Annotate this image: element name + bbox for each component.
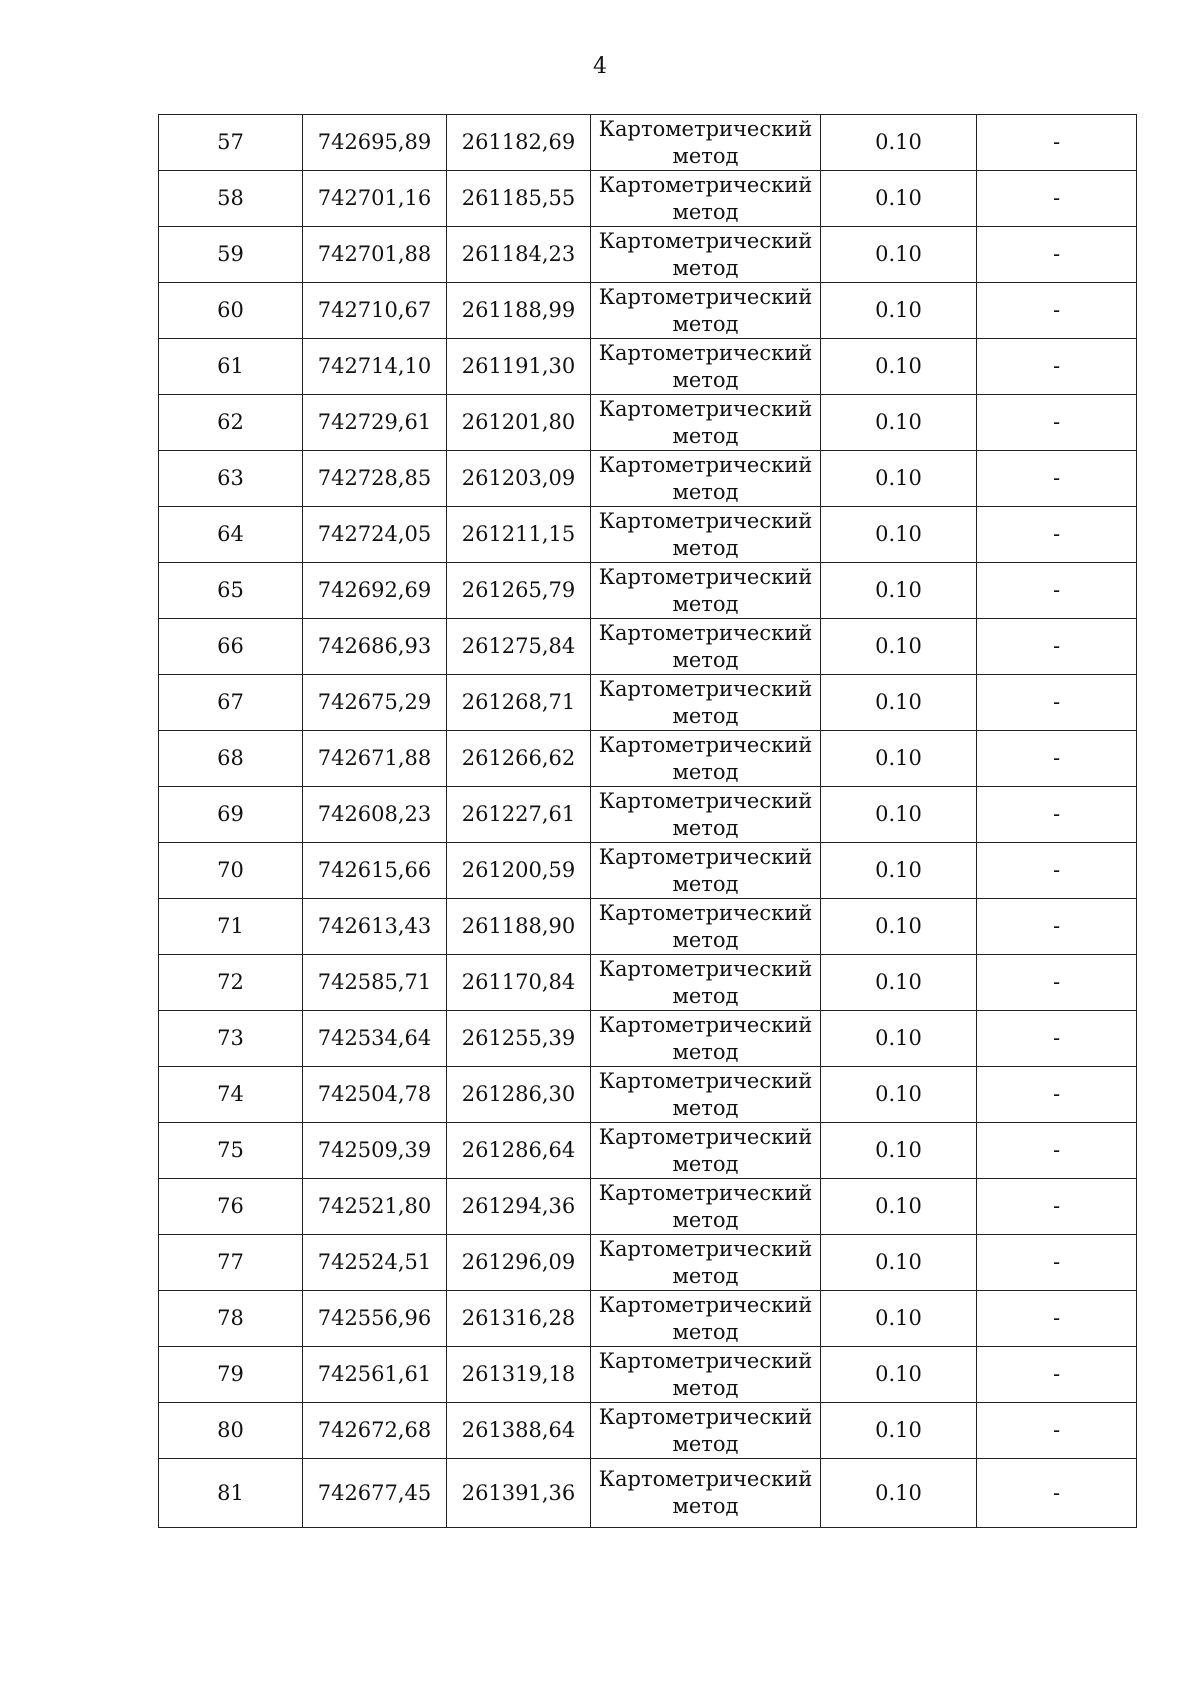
table-row bbox=[159, 1459, 1137, 1528]
y-coordinate-cell: 261188,99 bbox=[447, 283, 591, 339]
method-line-2: метод bbox=[672, 1095, 739, 1120]
table-row bbox=[159, 1011, 1137, 1067]
note-cell: - bbox=[977, 1179, 1137, 1235]
method-cell bbox=[591, 1235, 821, 1291]
table-row bbox=[159, 171, 1137, 227]
method-line-1: Картометрический bbox=[598, 1236, 813, 1261]
accuracy-cell: 0.10 bbox=[821, 115, 977, 171]
x-coordinate-cell: 742695,89 bbox=[303, 115, 447, 171]
method-cell bbox=[591, 1179, 821, 1235]
point-number-cell: 72 bbox=[159, 955, 303, 1011]
method-line-2: метод bbox=[672, 143, 739, 168]
accuracy-cell: 0.10 bbox=[821, 1235, 977, 1291]
method-line-1: Картометрический bbox=[598, 956, 813, 981]
method-line-1: Картометрический bbox=[598, 1124, 813, 1149]
x-coordinate-cell: 742710,67 bbox=[303, 283, 447, 339]
y-coordinate-cell: 261255,39 bbox=[447, 1011, 591, 1067]
table-row bbox=[159, 731, 1137, 787]
method-line-1: Картометрический bbox=[598, 508, 813, 533]
table-row bbox=[159, 675, 1137, 731]
method-cell bbox=[591, 115, 821, 171]
x-coordinate-cell: 742524,51 bbox=[303, 1235, 447, 1291]
method-line-1: Картометрический bbox=[598, 228, 813, 253]
point-number-cell: 69 bbox=[159, 787, 303, 843]
accuracy-cell: 0.10 bbox=[821, 1347, 977, 1403]
accuracy-cell: 0.10 bbox=[821, 1459, 977, 1528]
x-coordinate-cell: 742534,64 bbox=[303, 1011, 447, 1067]
y-coordinate-cell: 261201,80 bbox=[447, 395, 591, 451]
y-coordinate-cell: 261319,18 bbox=[447, 1347, 591, 1403]
accuracy-cell: 0.10 bbox=[821, 1291, 977, 1347]
note-cell: - bbox=[977, 675, 1137, 731]
method-cell bbox=[591, 787, 821, 843]
accuracy-cell: 0.10 bbox=[821, 1403, 977, 1459]
page-number: 4 bbox=[593, 54, 607, 79]
method-line-2: метод bbox=[672, 815, 739, 840]
note-cell: - bbox=[977, 1067, 1137, 1123]
method-line-1: Картометрический bbox=[598, 1180, 813, 1205]
accuracy-cell: 0.10 bbox=[821, 563, 977, 619]
note-cell: - bbox=[977, 1291, 1137, 1347]
method-line-2: метод bbox=[672, 871, 739, 896]
note-cell: - bbox=[977, 619, 1137, 675]
x-coordinate-cell: 742714,10 bbox=[303, 339, 447, 395]
method-line-1: Картометрический bbox=[598, 676, 813, 701]
note-cell: - bbox=[977, 171, 1137, 227]
accuracy-cell: 0.10 bbox=[821, 1067, 977, 1123]
table-row bbox=[159, 1347, 1137, 1403]
method-line-2: метод bbox=[672, 1039, 739, 1064]
y-coordinate-cell: 261188,90 bbox=[447, 899, 591, 955]
method-cell bbox=[591, 1123, 821, 1179]
note-cell: - bbox=[977, 283, 1137, 339]
table-row bbox=[159, 787, 1137, 843]
method-line-1: Картометрический bbox=[598, 844, 813, 869]
method-line-2: метод bbox=[672, 703, 739, 728]
point-number-cell: 60 bbox=[159, 283, 303, 339]
y-coordinate-cell: 261286,30 bbox=[447, 1067, 591, 1123]
method-line-1: Картометрический bbox=[598, 788, 813, 813]
point-number-cell: 79 bbox=[159, 1347, 303, 1403]
x-coordinate-cell: 742615,66 bbox=[303, 843, 447, 899]
note-cell: - bbox=[977, 1123, 1137, 1179]
y-coordinate-cell: 261191,30 bbox=[447, 339, 591, 395]
point-number-cell: 80 bbox=[159, 1403, 303, 1459]
method-line-1: Картометрический bbox=[598, 1012, 813, 1037]
note-cell: - bbox=[977, 339, 1137, 395]
point-number-cell: 70 bbox=[159, 843, 303, 899]
point-number-cell: 64 bbox=[159, 507, 303, 563]
x-coordinate-cell: 742671,88 bbox=[303, 731, 447, 787]
x-coordinate-cell: 742556,96 bbox=[303, 1291, 447, 1347]
method-line-1: Картометрический bbox=[598, 284, 813, 309]
method-line-2: метод bbox=[672, 759, 739, 784]
method-line-2: метод bbox=[672, 199, 739, 224]
method-cell bbox=[591, 1403, 821, 1459]
method-line-2: метод bbox=[672, 255, 739, 280]
method-line-2: метод bbox=[672, 1263, 739, 1288]
x-coordinate-cell: 742672,68 bbox=[303, 1403, 447, 1459]
table-row bbox=[159, 115, 1137, 171]
x-coordinate-cell: 742724,05 bbox=[303, 507, 447, 563]
note-cell: - bbox=[977, 1235, 1137, 1291]
y-coordinate-cell: 261266,62 bbox=[447, 731, 591, 787]
accuracy-cell: 0.10 bbox=[821, 507, 977, 563]
point-number-cell: 59 bbox=[159, 227, 303, 283]
method-line-2: метод bbox=[672, 1319, 739, 1344]
method-cell bbox=[591, 675, 821, 731]
y-coordinate-cell: 261265,79 bbox=[447, 563, 591, 619]
note-cell: - bbox=[977, 1011, 1137, 1067]
accuracy-cell: 0.10 bbox=[821, 1179, 977, 1235]
x-coordinate-cell: 742561,61 bbox=[303, 1347, 447, 1403]
x-coordinate-cell: 742686,93 bbox=[303, 619, 447, 675]
accuracy-cell: 0.10 bbox=[821, 395, 977, 451]
method-line-2: метод bbox=[672, 1151, 739, 1176]
method-cell bbox=[591, 451, 821, 507]
point-number-cell: 65 bbox=[159, 563, 303, 619]
method-cell bbox=[591, 283, 821, 339]
x-coordinate-cell: 742509,39 bbox=[303, 1123, 447, 1179]
note-cell: - bbox=[977, 1459, 1137, 1528]
point-number-cell: 66 bbox=[159, 619, 303, 675]
method-line-2: метод bbox=[672, 535, 739, 560]
y-coordinate-cell: 261275,84 bbox=[447, 619, 591, 675]
coordinates-table-body bbox=[159, 115, 1137, 1528]
point-number-cell: 62 bbox=[159, 395, 303, 451]
point-number-cell: 81 bbox=[159, 1459, 303, 1528]
note-cell: - bbox=[977, 1347, 1137, 1403]
note-cell: - bbox=[977, 787, 1137, 843]
method-line-1: Картометрический bbox=[598, 564, 813, 589]
y-coordinate-cell: 261391,36 bbox=[447, 1459, 591, 1528]
point-number-cell: 63 bbox=[159, 451, 303, 507]
method-line-1: Картометрический bbox=[598, 1068, 813, 1093]
method-line-1: Картометрический bbox=[598, 1404, 813, 1429]
note-cell: - bbox=[977, 1403, 1137, 1459]
method-cell bbox=[591, 955, 821, 1011]
point-number-cell: 77 bbox=[159, 1235, 303, 1291]
method-line-2: метод bbox=[672, 591, 739, 616]
method-line-2: метод bbox=[672, 479, 739, 504]
method-cell bbox=[591, 731, 821, 787]
accuracy-cell: 0.10 bbox=[821, 1011, 977, 1067]
accuracy-cell: 0.10 bbox=[821, 339, 977, 395]
point-number-cell: 74 bbox=[159, 1067, 303, 1123]
note-cell: - bbox=[977, 899, 1137, 955]
method-cell bbox=[591, 339, 821, 395]
accuracy-cell: 0.10 bbox=[821, 899, 977, 955]
x-coordinate-cell: 742521,80 bbox=[303, 1179, 447, 1235]
table-row bbox=[159, 563, 1137, 619]
y-coordinate-cell: 261211,15 bbox=[447, 507, 591, 563]
note-cell: - bbox=[977, 563, 1137, 619]
table-row bbox=[159, 1403, 1137, 1459]
accuracy-cell: 0.10 bbox=[821, 171, 977, 227]
method-line-1: Картометрический bbox=[598, 116, 813, 141]
accuracy-cell: 0.10 bbox=[821, 283, 977, 339]
table-row bbox=[159, 619, 1137, 675]
y-coordinate-cell: 261286,64 bbox=[447, 1123, 591, 1179]
note-cell: - bbox=[977, 507, 1137, 563]
accuracy-cell: 0.10 bbox=[821, 619, 977, 675]
method-line-2: метод bbox=[672, 1431, 739, 1456]
table-row bbox=[159, 843, 1137, 899]
method-cell bbox=[591, 1067, 821, 1123]
y-coordinate-cell: 261227,61 bbox=[447, 787, 591, 843]
method-cell bbox=[591, 1347, 821, 1403]
y-coordinate-cell: 261316,28 bbox=[447, 1291, 591, 1347]
method-line-2: метод bbox=[672, 423, 739, 448]
method-line-1: Картометрический bbox=[598, 1348, 813, 1373]
accuracy-cell: 0.10 bbox=[821, 675, 977, 731]
y-coordinate-cell: 261185,55 bbox=[447, 171, 591, 227]
method-line-2: метод bbox=[672, 927, 739, 952]
table-row bbox=[159, 1179, 1137, 1235]
table-row bbox=[159, 507, 1137, 563]
method-line-1: Картометрический bbox=[598, 900, 813, 925]
x-coordinate-cell: 742608,23 bbox=[303, 787, 447, 843]
method-cell bbox=[591, 1291, 821, 1347]
method-cell bbox=[591, 395, 821, 451]
point-number-cell: 71 bbox=[159, 899, 303, 955]
method-line-1: Картометрический bbox=[598, 396, 813, 421]
method-line-1: Картометрический bbox=[598, 452, 813, 477]
accuracy-cell: 0.10 bbox=[821, 227, 977, 283]
method-line-1: Картометрический bbox=[598, 1292, 813, 1317]
y-coordinate-cell: 261294,36 bbox=[447, 1179, 591, 1235]
table-row bbox=[159, 227, 1137, 283]
method-line-2: метод bbox=[672, 367, 739, 392]
method-cell bbox=[591, 563, 821, 619]
table-row bbox=[159, 1291, 1137, 1347]
y-coordinate-cell: 261296,09 bbox=[447, 1235, 591, 1291]
method-cell bbox=[591, 619, 821, 675]
point-number-cell: 68 bbox=[159, 731, 303, 787]
table-row bbox=[159, 955, 1137, 1011]
accuracy-cell: 0.10 bbox=[821, 843, 977, 899]
table-row bbox=[159, 451, 1137, 507]
method-cell bbox=[591, 899, 821, 955]
point-number-cell: 58 bbox=[159, 171, 303, 227]
x-coordinate-cell: 742504,78 bbox=[303, 1067, 447, 1123]
accuracy-cell: 0.10 bbox=[821, 731, 977, 787]
note-cell: - bbox=[977, 395, 1137, 451]
y-coordinate-cell: 261184,23 bbox=[447, 227, 591, 283]
x-coordinate-cell: 742701,16 bbox=[303, 171, 447, 227]
coordinates-table bbox=[158, 114, 1137, 1528]
note-cell: - bbox=[977, 731, 1137, 787]
method-cell bbox=[591, 1011, 821, 1067]
point-number-cell: 67 bbox=[159, 675, 303, 731]
note-cell: - bbox=[977, 115, 1137, 171]
x-coordinate-cell: 742701,88 bbox=[303, 227, 447, 283]
y-coordinate-cell: 261170,84 bbox=[447, 955, 591, 1011]
point-number-cell: 73 bbox=[159, 1011, 303, 1067]
note-cell: - bbox=[977, 451, 1137, 507]
table-row bbox=[159, 1067, 1137, 1123]
method-line-2: метод bbox=[672, 983, 739, 1008]
accuracy-cell: 0.10 bbox=[821, 787, 977, 843]
method-line-2: метод bbox=[672, 1494, 739, 1518]
x-coordinate-cell: 742585,71 bbox=[303, 955, 447, 1011]
table-row bbox=[159, 1235, 1137, 1291]
y-coordinate-cell: 261182,69 bbox=[447, 115, 591, 171]
table-row bbox=[159, 339, 1137, 395]
method-line-1: Картометрический bbox=[598, 1467, 813, 1491]
note-cell: - bbox=[977, 955, 1137, 1011]
x-coordinate-cell: 742675,29 bbox=[303, 675, 447, 731]
table-row bbox=[159, 283, 1137, 339]
x-coordinate-cell: 742692,69 bbox=[303, 563, 447, 619]
method-line-1: Картометрический bbox=[598, 732, 813, 757]
x-coordinate-cell: 742728,85 bbox=[303, 451, 447, 507]
method-line-2: метод bbox=[672, 311, 739, 336]
table-row bbox=[159, 395, 1137, 451]
method-cell bbox=[591, 1459, 821, 1528]
table-row bbox=[159, 899, 1137, 955]
point-number-cell: 75 bbox=[159, 1123, 303, 1179]
y-coordinate-cell: 261268,71 bbox=[447, 675, 591, 731]
accuracy-cell: 0.10 bbox=[821, 451, 977, 507]
note-cell: - bbox=[977, 843, 1137, 899]
x-coordinate-cell: 742729,61 bbox=[303, 395, 447, 451]
y-coordinate-cell: 261200,59 bbox=[447, 843, 591, 899]
method-line-2: метод bbox=[672, 647, 739, 672]
point-number-cell: 61 bbox=[159, 339, 303, 395]
method-line-2: метод bbox=[672, 1375, 739, 1400]
method-line-1: Картометрический bbox=[598, 340, 813, 365]
x-coordinate-cell: 742677,45 bbox=[303, 1459, 447, 1528]
method-cell bbox=[591, 171, 821, 227]
accuracy-cell: 0.10 bbox=[821, 955, 977, 1011]
point-number-cell: 57 bbox=[159, 115, 303, 171]
method-line-1: Картометрический bbox=[598, 620, 813, 645]
method-cell bbox=[591, 227, 821, 283]
x-coordinate-cell: 742613,43 bbox=[303, 899, 447, 955]
note-cell: - bbox=[977, 227, 1137, 283]
method-cell bbox=[591, 843, 821, 899]
table-row bbox=[159, 1123, 1137, 1179]
accuracy-cell: 0.10 bbox=[821, 1123, 977, 1179]
point-number-cell: 76 bbox=[159, 1179, 303, 1235]
method-line-1: Картометрический bbox=[598, 172, 813, 197]
method-cell bbox=[591, 507, 821, 563]
method-line-2: метод bbox=[672, 1207, 739, 1232]
point-number-cell: 78 bbox=[159, 1291, 303, 1347]
y-coordinate-cell: 261388,64 bbox=[447, 1403, 591, 1459]
y-coordinate-cell: 261203,09 bbox=[447, 451, 591, 507]
